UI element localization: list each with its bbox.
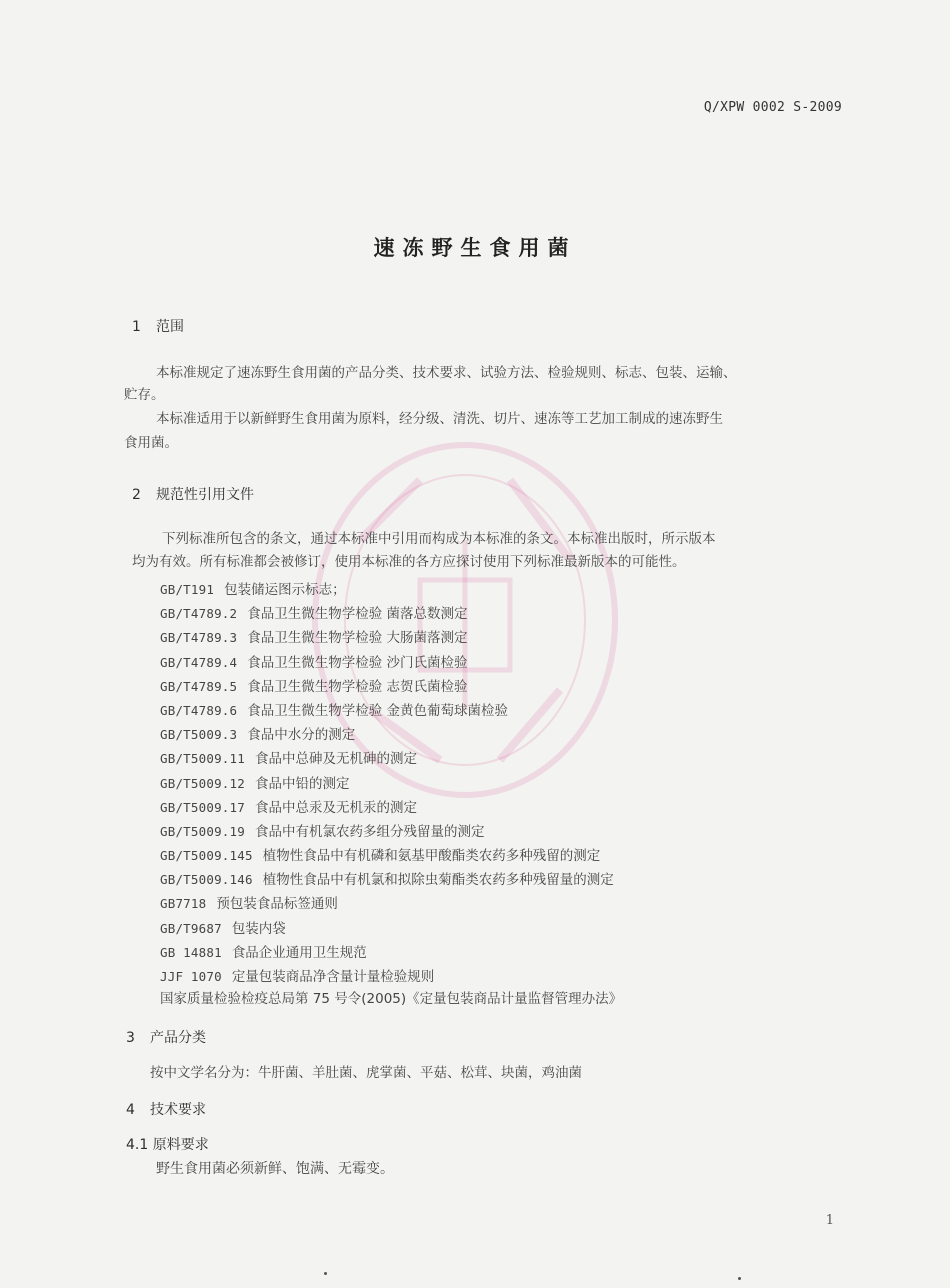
reference-code: GB/T5009.146 [160, 872, 253, 888]
reference-item [160, 844, 614, 868]
reference-title: 食品卫生微生物学检验 大肠菌落测定 [247, 630, 468, 647]
section-number: 1 [132, 319, 141, 335]
reference-code: GB7718 [160, 896, 207, 912]
reference-code: GB/T9687 [160, 920, 222, 936]
reference-title: 食品中水分的测定 [247, 727, 356, 744]
reference-title: 预包装食品标签通则 [216, 896, 338, 913]
reference-title: 食品卫生微生物学检验 菌落总数测定 [247, 606, 468, 623]
section-1-heading [132, 316, 184, 336]
section-title: 技术要求 [150, 1102, 206, 1118]
subsection-4-1-heading: 4.1 原料要求 [126, 1137, 209, 1153]
section-number: 4 [126, 1102, 135, 1118]
reference-title: 植物性食品中有机氯和拟除虫菊酯类农药多种残留量的测定 [262, 872, 614, 889]
reference-title: 食品企业通用卫生规范 [231, 944, 367, 961]
paragraph-continuation: 均为有效。所有标准都会被修订，使用本标准的各方应探讨使用下列标准最新版本的可能性。 [132, 554, 686, 570]
document-code: Q/XPW 0002 S-2009 [703, 100, 842, 115]
section-3-heading [126, 1027, 206, 1047]
reference-code: GB/T4789.4 [160, 654, 238, 670]
reference-item [160, 772, 614, 796]
reference-code: GB/T4789.5 [160, 678, 238, 694]
reference-item-regulation: 国家质量检验检疫总局第 75 号令(2005)《定量包装商品计量监督管理办法》 [160, 991, 623, 1007]
reference-code: GB/T5009.17 [160, 799, 245, 815]
paragraph-continuation: 贮存。 [124, 387, 165, 403]
paragraph-continuation: 食用菌。 [124, 435, 178, 451]
reference-item [160, 868, 614, 892]
reference-item [160, 820, 614, 844]
section-number: 2 [132, 487, 141, 503]
paragraph: 下列标准所包含的条文，通过本标准中引用而构成为本标准的条文。本标准出版时，所示版本 [162, 531, 716, 547]
reference-code: GB/T191 [160, 582, 215, 597]
reference-item [160, 578, 614, 602]
reference-title: 食品卫生微生物学检验 沙门氏菌检验 [247, 654, 468, 671]
reference-item [160, 675, 614, 699]
reference-title: 植物性食品中有机磷和氨基甲酸酯类农药多种残留的测定 [262, 848, 601, 865]
reference-code: GB/T5009.11 [160, 751, 245, 767]
section-title: 范围 [156, 319, 184, 335]
section-title: 规范性引用文件 [156, 487, 254, 503]
reference-title: 食品中铅的测定 [254, 775, 350, 792]
page-number: 1 [825, 1213, 834, 1228]
paragraph: 本标准适用于以新鲜野生食用菌为原料，经分级、清洗、切片、速冻等工艺加工制成的速冻野生 [156, 411, 723, 427]
reference-item [160, 626, 614, 650]
section-title: 产品分类 [150, 1030, 206, 1046]
reference-title: 食品卫生微生物学检验 金黄色葡萄球菌检验 [247, 702, 509, 719]
reference-item [160, 651, 614, 675]
section-2-heading [132, 484, 254, 504]
section-4-heading [126, 1099, 206, 1119]
reference-code: GB/T4789.3 [160, 630, 238, 646]
reference-code: JJF 1070 [160, 969, 222, 984]
scan-speck [738, 1277, 741, 1280]
reference-item [160, 723, 614, 747]
reference-title: 食品中有机氯农药多组分残留量的测定 [254, 823, 485, 840]
reference-code: GB/T5009.3 [160, 727, 238, 743]
paragraph: 野生食用菌必须新鲜、饱满、无霉变。 [156, 1161, 394, 1177]
scan-speck [324, 1272, 327, 1275]
reference-code: GB/T5009.145 [160, 848, 253, 864]
reference-item [160, 892, 614, 916]
reference-title: 包装内袋 [231, 920, 286, 937]
reference-item [160, 917, 614, 941]
reference-code: GB/T5009.19 [160, 823, 245, 839]
reference-title: 包装储运图示标志； [224, 582, 346, 598]
reference-title: 食品卫生微生物学检验 志贺氏菌检验 [247, 678, 468, 695]
paragraph: 按中文学名分为：牛肝菌、羊肚菌、虎掌菌、平菇、松茸、块菌，鸡油菌 [150, 1065, 582, 1081]
reference-item [160, 796, 614, 820]
reference-code: GB 14881 [160, 944, 222, 960]
reference-code: GB/T4789.2 [160, 606, 238, 622]
reference-item [160, 965, 614, 989]
document-title: 速冻野生食用菌 [373, 236, 577, 260]
reference-title: 食品中总汞及无机汞的测定 [254, 799, 417, 816]
reference-code: GB/T4789.6 [160, 702, 238, 718]
paragraph: 本标准规定了速冻野生食用菌的产品分类、技术要求、试验方法、检验规则、标志、包装、运输、 [156, 365, 737, 381]
reference-title: 定量包装商品净含量计量检验规则 [231, 969, 435, 985]
reference-title: 食品中总砷及无机砷的测定 [254, 751, 417, 768]
reference-item [160, 747, 614, 771]
reference-code: GB/T5009.12 [160, 775, 245, 791]
reference-item [160, 941, 614, 965]
reference-item [160, 602, 614, 626]
reference-item [160, 699, 614, 723]
reference-list [160, 578, 614, 989]
section-number: 3 [126, 1030, 135, 1046]
